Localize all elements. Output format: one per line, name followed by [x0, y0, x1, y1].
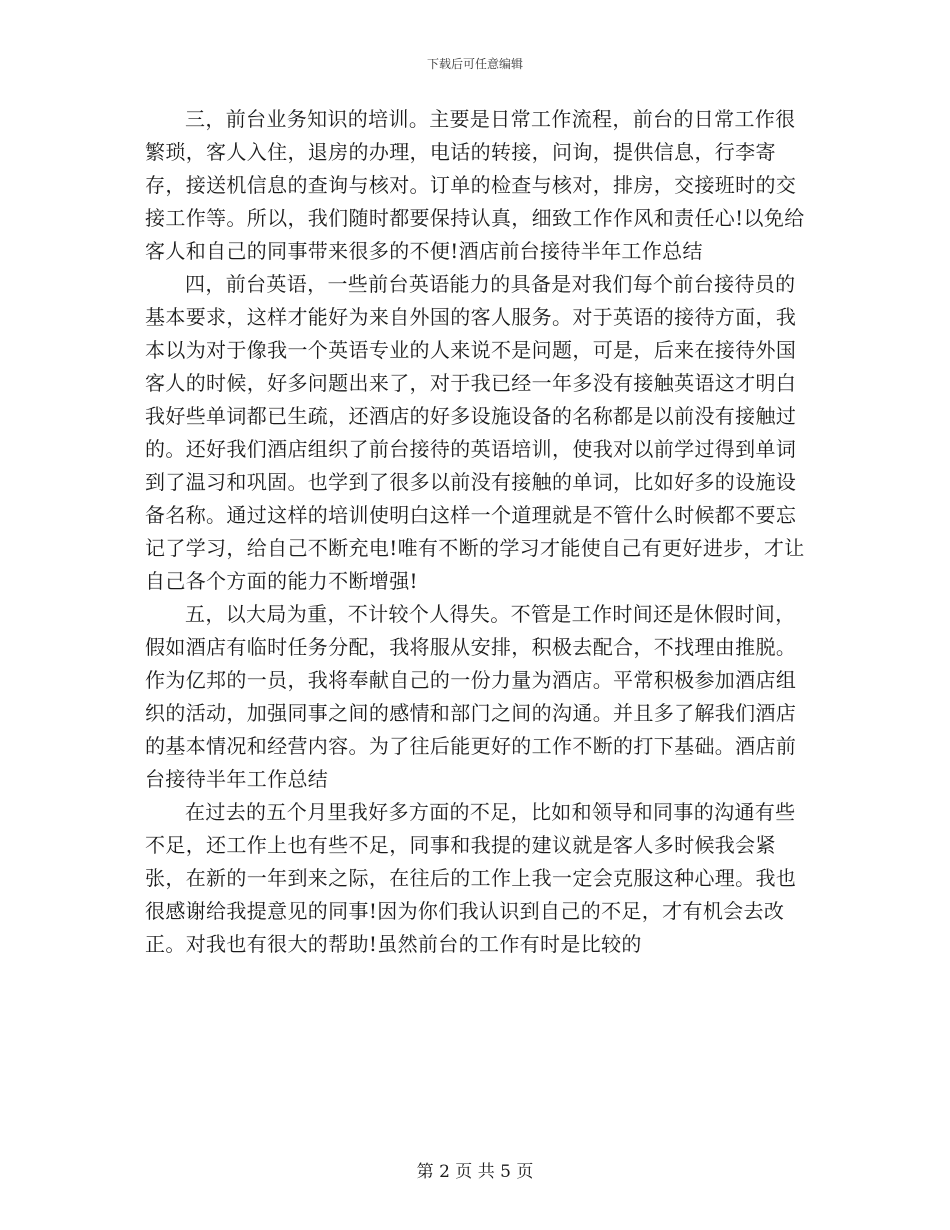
paragraph-front-desk-english: 四，前台英语，一些前台英语能力的具备是对我们每个前台接待员的基本要求，这样才能好为来自外国的客人服务。对于英语的接待方面，我本以为对于像我一个英语专业的人来说不是问题，可是，后来在接待外国客人的时候，好多问题出来了，对于我已经一年多没有接触英语这才明白我好些单词都已生疏，还酒店的好多设施设备的名称都是以前没有接触过的。还好我们酒店组织了前台接待的英语培训，使我对以前学过得到单词到了温习和巩固。也学到了很多以前没有接触的单词，比如好多的设施设备名称。通过这样的培训使明白这样一个道理就是不管什么时候都不要忘记了学习，给自己不断充电!唯有不断的学习才能使自己有更好进步，才让自己各个方面的能力不断增强! [145, 272, 805, 593]
paragraph-big-picture: 五，以大局为重，不计较个人得失。不管是工作时间还是休假时间，假如酒店有临时任务分配，我将服从安排，积极去配合，不找理由推脱。作为亿邦的一员，我将奉献自己的一份力量为酒店。平常积极参加酒店组织的活动，加强同事之间的感情和部门之间的沟通。并且多了解我们酒店的基本情况和经营内容。为了往后能更好的工作不断的打下基础。酒店前台接待半年工作总结 [145, 602, 797, 791]
paragraph-front-desk-training: 三，前台业务知识的培训。主要是日常工作流程，前台的日常工作很繁琐，客人入住，退房的办理，电话的转接，问询，提供信息，行李寄存，接送机信息的查询与核对。订单的检查与核对，排房，交接班时的交接工作等。所以，我们随时都要保持认真，细致工作作风和责任心!以免给客人和自己的同事带来很多的不便!酒店前台接待半年工作总结 [145, 107, 805, 263]
page-number: 第 2 页 共 5 页 [416, 1162, 534, 1182]
paragraph-shortcomings: 在过去的五个月里我好多方面的不足，比如和领导和同事的沟通有些不足，还工作上也有些不足，同事和我提的建议就是客人多时候我会紧张，在新的一年到来之际，在往后的工作上我一定会克服这种心理。我也很感谢给我提意见的同事!因为你们我认识到自己的不足，才有机会去改正。对我也有很大的帮助!虽然前台的工作有时是比较的 [145, 800, 797, 956]
page-header: 下载后可任意编辑 [426, 57, 523, 71]
document-body [145, 103, 811, 961]
